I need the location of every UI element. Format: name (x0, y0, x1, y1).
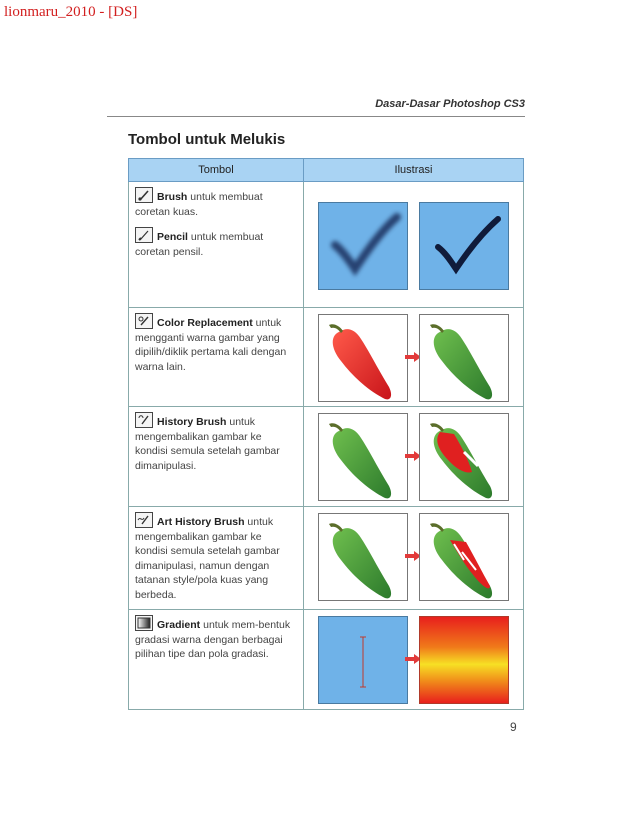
header-rule (107, 116, 525, 117)
illustration-cell (304, 308, 524, 407)
green-chili-image (318, 413, 408, 501)
table-row-art-history-brush (129, 507, 524, 610)
tool-desc-art-history-brush: untuk mengembalikan gambar ke kondisi semula setelah gambar dimanipulasi, namun dengan tatanan style/pola kuas yang berbeda. (135, 516, 280, 601)
art-history-brush-icon (135, 512, 153, 528)
gradient-result-image (419, 616, 509, 704)
partially-restored-chili-image (419, 413, 509, 501)
illustration-cell (304, 182, 524, 308)
illustration-cell (304, 407, 524, 507)
pencil-icon (135, 227, 153, 243)
tool-desc-color-replacement: untuk mengganti warna gambar yang dipilih/diklik pertama kali dengan warna lain. (135, 317, 287, 373)
green-chili-image (318, 513, 408, 601)
tool-name-art-history-brush: Art History Brush (157, 516, 245, 528)
tools-table (128, 158, 524, 710)
tool-name-brush: Brush (157, 191, 188, 203)
tool-cell (129, 308, 304, 407)
tool-desc-gradient: untuk mem-bentuk gradasi warna dengan berbagai pilihan tipe dan pola gradasi. (135, 619, 291, 660)
illustration-cell (304, 610, 524, 710)
table-row-history-brush (129, 407, 524, 507)
history-brush-icon (135, 412, 153, 428)
table-row-gradient (129, 610, 524, 710)
tool-cell (129, 507, 304, 610)
tool-name-color-replacement: Color Replacement (157, 317, 253, 329)
table-row-brush-pencil (129, 182, 524, 308)
tool-name-history-brush: History Brush (157, 416, 227, 428)
tool-desc-pencil: untuk membuat coretan pensil. (135, 231, 264, 258)
brush-icon (135, 187, 153, 203)
tool-desc-brush: untuk membuat coretan kuas. (135, 191, 263, 218)
brush-stroke-image (318, 202, 408, 290)
pencil-stroke-image (419, 202, 509, 290)
art-restored-chili-image (419, 513, 509, 601)
tool-cell (129, 182, 304, 308)
illustration-cell (304, 507, 524, 610)
tool-desc-history-brush: untuk mengembalikan gambar ke kondisi semula setelah gambar dimanipulasi. (135, 416, 280, 472)
column-header-ilustrasi: Ilustrasi (304, 159, 524, 182)
red-chili-image (318, 314, 408, 402)
watermark: lionmaru_2010 - [DS] (4, 4, 138, 20)
section-title: Tombol untuk Melukis (128, 131, 286, 148)
tool-cell (129, 610, 304, 710)
gradient-icon (135, 615, 153, 631)
blue-canvas-image (318, 616, 408, 704)
tool-name-pencil: Pencil (157, 231, 188, 243)
tool-cell (129, 407, 304, 507)
green-chili-image (419, 314, 509, 402)
running-head: Dasar-Dasar Photoshop CS3 (375, 98, 525, 110)
color-replacement-icon (135, 313, 153, 329)
table-row-color-replacement (129, 308, 524, 407)
tool-name-gradient: Gradient (157, 619, 201, 631)
page-number: 9 (510, 720, 517, 734)
column-header-tombol: Tombol (129, 159, 304, 182)
